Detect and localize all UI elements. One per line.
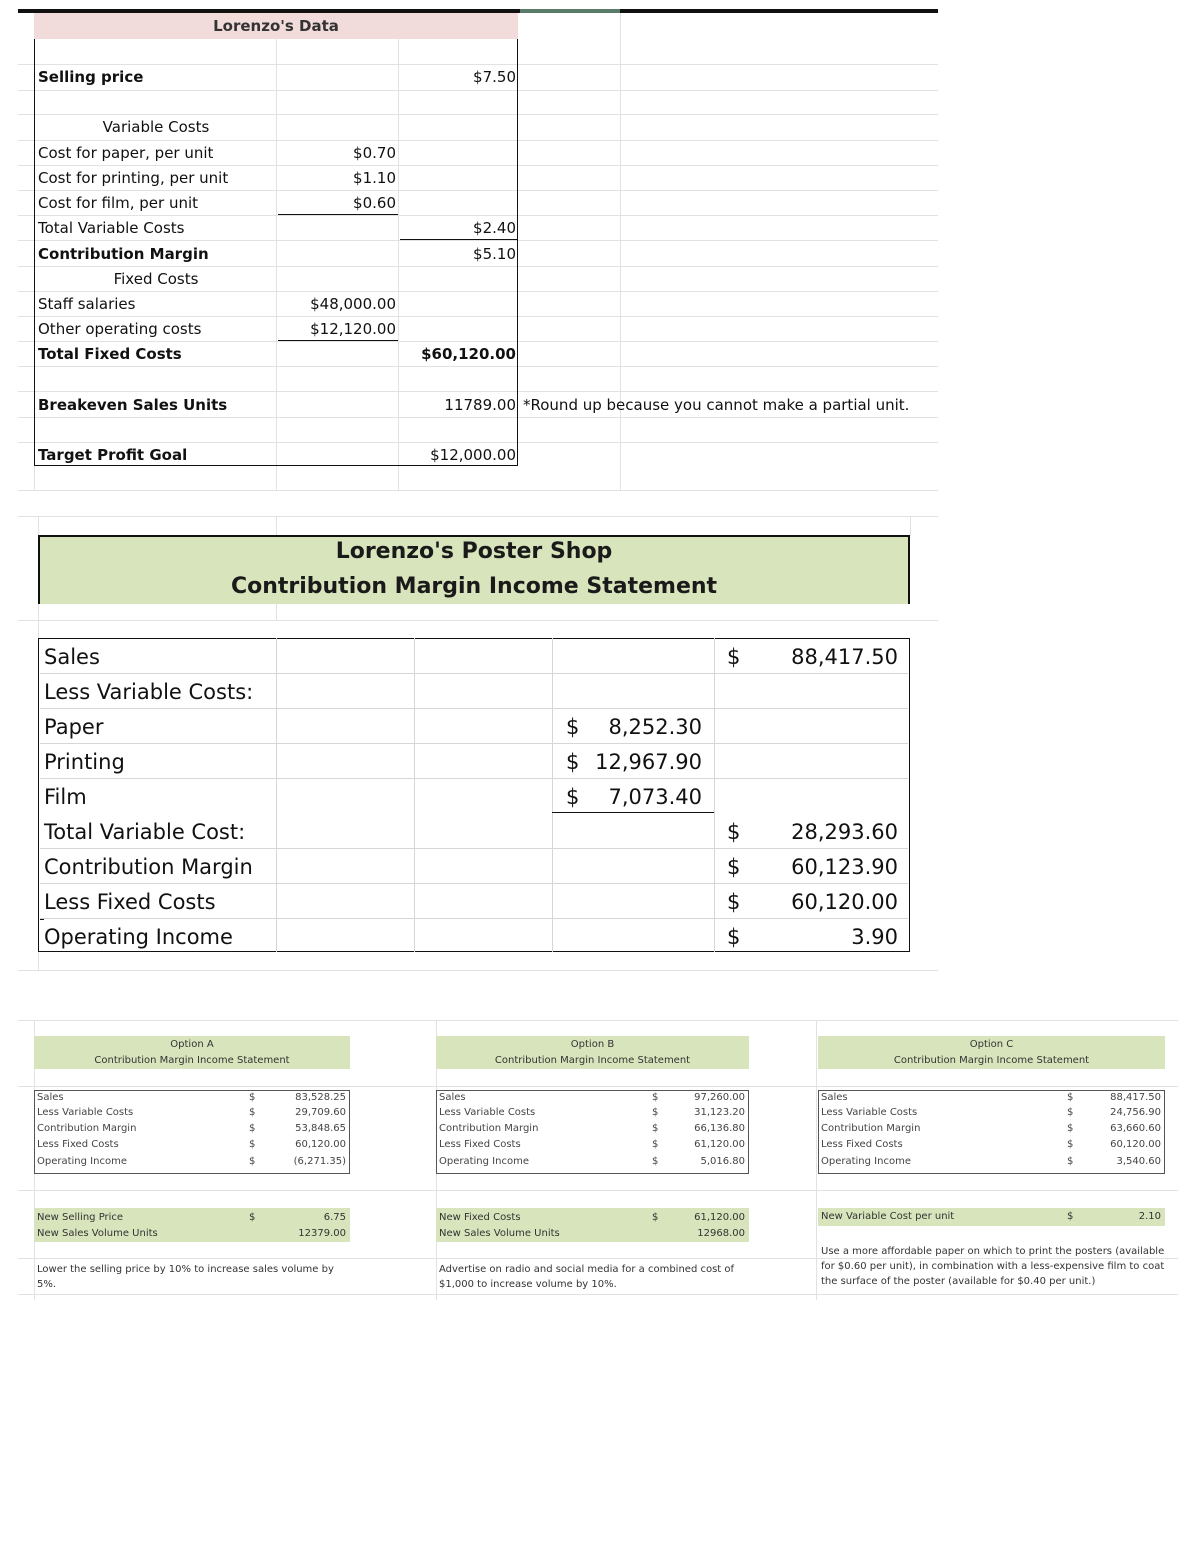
- selling-price-label: Selling price: [38, 68, 144, 86]
- option-c-fixed-label: Less Fixed Costs: [821, 1139, 903, 1150]
- stmt-printing-value: 12,967.90: [595, 750, 702, 774]
- stmt-total-var-value: 28,293.60: [791, 820, 898, 844]
- option-b-fixed-label: Less Fixed Costs: [439, 1139, 521, 1150]
- stmt-cm-value: 60,123.90: [791, 855, 898, 879]
- stmt-oi-currency: $: [727, 925, 741, 949]
- option-b-var-value: 31,123.20: [694, 1107, 745, 1118]
- stmt-fixed-value: 60,120.00: [791, 890, 898, 914]
- contribution-margin-value: $5.10: [473, 245, 516, 263]
- film-cost-value: $0.60: [353, 194, 396, 212]
- option-b-description: Advertise on radio and social media for a combined cost of $1,000 to increase volume by 10%.: [439, 1264, 735, 1290]
- option-a-fixed-value: 60,120.00: [295, 1139, 346, 1150]
- stmt-sales-value: 88,417.50: [791, 645, 898, 669]
- option-c-extra-1-currency: $: [1067, 1211, 1074, 1222]
- stmt-film-label: Film: [44, 785, 87, 809]
- option-a-var-currency: $: [249, 1107, 256, 1118]
- stmt-printing-currency: $: [566, 750, 580, 774]
- staff-salaries-value: $48,000.00: [310, 295, 396, 313]
- stmt-printing-label: Printing: [44, 750, 125, 774]
- option-a-oi-label: Operating Income: [37, 1156, 127, 1167]
- fixed-underline: [40, 919, 44, 920]
- option-a-extra-1-label: New Selling Price: [37, 1212, 124, 1223]
- option-a-sales-value: 83,528.25: [295, 1092, 346, 1103]
- total-fixed-value: $60,120.00: [421, 345, 516, 363]
- film-cost-label: Cost for film, per unit: [38, 194, 199, 212]
- stmt-less-var-label: Less Variable Costs:: [44, 680, 254, 704]
- option-a-description: Lower the selling price by 10% to increase sales volume by 5%.: [37, 1264, 334, 1290]
- option-a-extra-1-value: 6.75: [323, 1212, 346, 1223]
- option-b-title: Option B: [570, 1039, 615, 1050]
- breakeven-note: *Round up because you cannot make a partial unit.: [523, 396, 910, 414]
- option-b-extra-1-currency: $: [652, 1212, 659, 1223]
- target-profit-value: $12,000.00: [430, 446, 516, 464]
- statement-title-2: Contribution Margin Income Statement: [230, 574, 718, 599]
- option-a-cm-currency: $: [249, 1123, 256, 1134]
- paper-cost-label: Cost for paper, per unit: [38, 144, 214, 162]
- option-b-sales-value: 97,260.00: [694, 1092, 745, 1103]
- option-c-fixed-currency: $: [1067, 1139, 1074, 1150]
- option-c-var-value: 24,756.90: [1110, 1107, 1161, 1118]
- option-b-var-label: Less Variable Costs: [439, 1107, 536, 1118]
- stmt-total-var-label: Total Variable Cost:: [44, 820, 246, 844]
- printing-cost-label: Cost for printing, per unit: [38, 169, 229, 187]
- total-variable-label: Total Variable Costs: [38, 219, 185, 237]
- film-underline: [552, 812, 714, 813]
- stmt-sales-currency: $: [727, 645, 741, 669]
- stmt-total-var-currency: $: [727, 820, 741, 844]
- option-c-description: Use a more affordable paper on which to print the posters (available for $0.60 per unit), in combination with a less-expensive film to coat the surface of the poster (available for $0.40 per unit.): [821, 1246, 1165, 1287]
- option-c-cm-currency: $: [1067, 1123, 1074, 1134]
- option-b-oi-value: 5,016.80: [700, 1156, 745, 1167]
- option-a-extra-2-value: 12379.00: [298, 1228, 346, 1239]
- option-c-title: Option C: [969, 1039, 1014, 1050]
- stmt-film-currency: $: [566, 785, 580, 809]
- paper-cost-value: $0.70: [353, 144, 396, 162]
- option-a-oi-value: (6,271.35): [293, 1156, 346, 1167]
- option-a-subtitle: Contribution Margin Income Statement: [94, 1055, 290, 1066]
- option-b-fixed-value: 61,120.00: [694, 1139, 745, 1150]
- option-b-extra-1-label: New Fixed Costs: [439, 1212, 521, 1223]
- option-b-extra-2-value: 12968.00: [697, 1228, 745, 1239]
- option-b-fixed-currency: $: [652, 1139, 659, 1150]
- option-b-sales-currency: $: [652, 1092, 659, 1103]
- data-title: Lorenzo's Data: [213, 17, 339, 35]
- stmt-paper-value: 8,252.30: [608, 715, 702, 739]
- option-c-var-currency: $: [1067, 1107, 1074, 1118]
- option-c-subtitle: Contribution Margin Income Statement: [893, 1055, 1090, 1066]
- contribution-margin-label: Contribution Margin: [38, 245, 209, 263]
- option-a-fixed-label: Less Fixed Costs: [37, 1139, 119, 1150]
- statement-title-1: Lorenzo's Poster Shop: [335, 539, 613, 564]
- stmt-oi-label: Operating Income: [44, 925, 233, 949]
- option-c-var-label: Less Variable Costs: [821, 1107, 918, 1118]
- option-b-subtitle: Contribution Margin Income Statement: [494, 1055, 691, 1066]
- option-a-fixed-currency: $: [249, 1139, 256, 1150]
- stmt-film-value: 7,073.40: [608, 785, 702, 809]
- option-b-extra-2-label: New Sales Volume Units: [439, 1228, 560, 1239]
- other-costs-value: $12,120.00: [310, 320, 396, 338]
- printing-cost-value: $1.10: [353, 169, 396, 187]
- option-c-extra-1-label: New Variable Cost per unit: [821, 1211, 955, 1222]
- stmt-oi-value: 3.90: [851, 925, 898, 949]
- option-c-oi-label: Operating Income: [821, 1156, 911, 1167]
- stmt-paper-label: Paper: [44, 715, 104, 739]
- right-underline-1: [400, 239, 518, 240]
- breakeven-value: 11789.00: [444, 396, 516, 414]
- option-c-fixed-value: 60,120.00: [1110, 1139, 1161, 1150]
- variable-costs-heading: Variable Costs: [102, 118, 210, 136]
- selling-price-value: $7.50: [473, 68, 516, 86]
- mid-underline-1: [278, 214, 398, 215]
- option-c-oi-value: 3,540.60: [1116, 1156, 1161, 1167]
- total-fixed-label: Total Fixed Costs: [38, 345, 182, 363]
- top-border-accent: [520, 9, 620, 13]
- option-c-sales-label: Sales: [821, 1092, 848, 1103]
- option-b-cm-label: Contribution Margin: [439, 1123, 539, 1134]
- option-a-var-value: 29,709.60: [295, 1107, 346, 1118]
- option-a-title: Option A: [170, 1039, 214, 1050]
- option-b-oi-label: Operating Income: [439, 1156, 529, 1167]
- option-a-extra-2-label: New Sales Volume Units: [37, 1228, 158, 1239]
- option-c-sales-currency: $: [1067, 1092, 1074, 1103]
- option-b-cm-currency: $: [652, 1123, 659, 1134]
- staff-salaries-label: Staff salaries: [38, 295, 136, 313]
- stmt-fixed-label: Less Fixed Costs: [44, 890, 216, 914]
- option-a-oi-currency: $: [249, 1156, 256, 1167]
- option-c-cm-label: Contribution Margin: [821, 1123, 921, 1134]
- stmt-cm-label: Contribution Margin: [44, 855, 253, 879]
- option-a-sales-currency: $: [249, 1092, 256, 1103]
- stmt-cm-currency: $: [727, 855, 741, 879]
- breakeven-label: Breakeven Sales Units: [38, 396, 228, 414]
- option-b-cm-value: 66,136.80: [694, 1123, 745, 1134]
- option-a-extra-1-currency: $: [249, 1212, 256, 1223]
- option-a-cm-value: 53,848.65: [295, 1123, 346, 1134]
- stmt-fixed-currency: $: [727, 890, 741, 914]
- option-a-cm-label: Contribution Margin: [37, 1123, 137, 1134]
- option-b-var-currency: $: [652, 1107, 659, 1118]
- option-a-sales-label: Sales: [37, 1092, 64, 1103]
- mid-underline-2: [278, 340, 398, 341]
- other-costs-label: Other operating costs: [38, 320, 202, 338]
- target-profit-label: Target Profit Goal: [38, 446, 188, 464]
- option-b-extra-1-value: 61,120.00: [694, 1212, 745, 1223]
- stmt-paper-currency: $: [566, 715, 580, 739]
- option-c-cm-value: 63,660.60: [1110, 1123, 1161, 1134]
- option-b-sales-label: Sales: [439, 1092, 466, 1103]
- fixed-costs-heading: Fixed Costs: [113, 270, 199, 288]
- option-c-oi-currency: $: [1067, 1156, 1074, 1167]
- option-a-var-label: Less Variable Costs: [37, 1107, 134, 1118]
- option-b-oi-currency: $: [652, 1156, 659, 1167]
- total-variable-value: $2.40: [473, 219, 516, 237]
- stmt-sales-label: Sales: [44, 645, 100, 669]
- option-c-sales-value: 88,417.50: [1110, 1092, 1161, 1103]
- option-c-extra-1-value: 2.10: [1138, 1211, 1161, 1222]
